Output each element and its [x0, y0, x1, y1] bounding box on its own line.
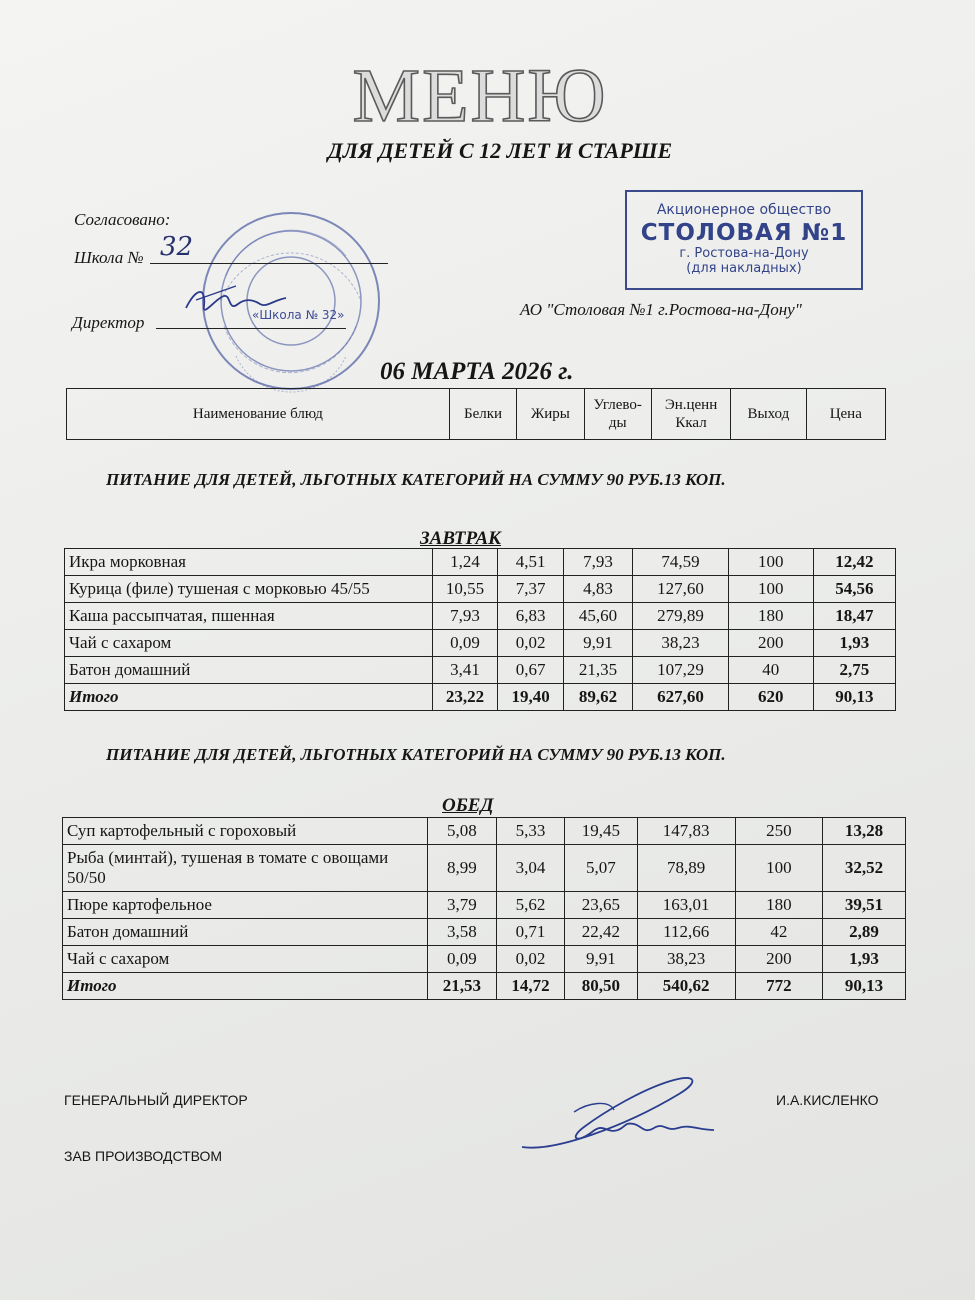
- dish-name-cell: Икра морковная: [65, 549, 433, 576]
- school-underline: [150, 263, 388, 264]
- value-cell: 0,67: [498, 657, 564, 684]
- general-director-signature: [514, 1072, 724, 1162]
- company-name: АО "Столовая №1 г.Ростова-на-Дону": [520, 300, 802, 319]
- value-cell: 18,47: [813, 603, 895, 630]
- value-cell: 8,99: [428, 845, 497, 892]
- lunch-table: [62, 817, 906, 1000]
- value-cell: 1,24: [432, 549, 498, 576]
- value-cell: 9,91: [563, 630, 632, 657]
- value-cell: 5,08: [428, 818, 497, 845]
- value-cell: 3,79: [428, 892, 497, 919]
- value-cell: 9,91: [565, 946, 637, 973]
- value-cell: 13,28: [822, 818, 905, 845]
- col-price: Цена: [806, 389, 885, 440]
- value-cell: 10,55: [432, 576, 498, 603]
- stamp-line-1: Акционерное общество: [656, 202, 832, 218]
- total-label: Итого: [63, 973, 428, 1000]
- value-cell: 14,72: [496, 973, 565, 1000]
- director-name: И.А.КИСЛЕНКО: [776, 1092, 879, 1108]
- dish-name-cell: Пюре картофельное: [63, 892, 428, 919]
- value-cell: 127,60: [633, 576, 729, 603]
- value-cell: 38,23: [637, 946, 735, 973]
- value-cell: 7,93: [563, 549, 632, 576]
- value-cell: 54,56: [813, 576, 895, 603]
- value-cell: 23,22: [432, 684, 498, 711]
- table-row: [63, 845, 906, 892]
- table-row: [65, 576, 896, 603]
- col-carbs: Углево-ды: [584, 389, 651, 440]
- value-cell: 78,89: [637, 845, 735, 892]
- value-cell: 1,93: [813, 630, 895, 657]
- table-row: [63, 818, 906, 845]
- value-cell: 4,83: [563, 576, 632, 603]
- value-cell: 250: [735, 818, 822, 845]
- table-row: [63, 892, 906, 919]
- school-number-handwritten: 32: [160, 232, 194, 262]
- stamp-line-3: г. Ростова-на-Дону: [679, 246, 809, 261]
- column-header-table: [66, 388, 886, 440]
- value-cell: 21,53: [428, 973, 497, 1000]
- value-cell: 2,89: [822, 919, 905, 946]
- value-cell: 200: [728, 630, 813, 657]
- value-cell: 540,62: [637, 973, 735, 1000]
- breakfast-table: [64, 548, 896, 711]
- value-cell: 6,83: [498, 603, 564, 630]
- value-cell: 100: [728, 549, 813, 576]
- value-cell: 200: [735, 946, 822, 973]
- menu-date: 06 МАРТА 2026 г.: [380, 358, 574, 385]
- value-cell: 39,51: [822, 892, 905, 919]
- value-cell: 74,59: [633, 549, 729, 576]
- value-cell: 42: [735, 919, 822, 946]
- table-row: [65, 603, 896, 630]
- value-cell: 1,93: [822, 946, 905, 973]
- lunch-section-title: ПИТАНИЕ ДЛЯ ДЕТЕЙ, ЛЬГОТНЫХ КАТЕГОРИЙ НА СУММУ 90 РУБ.13 КОП.: [106, 745, 726, 764]
- director-signature: [176, 278, 296, 328]
- table-row: [65, 657, 896, 684]
- col-dish-name: Наименование блюд: [67, 389, 450, 440]
- value-cell: 107,29: [633, 657, 729, 684]
- dish-name-cell: Рыба (минтай), тушеная в томате с овощами 50/50: [63, 845, 428, 892]
- value-cell: 4,51: [498, 549, 564, 576]
- value-cell: 627,60: [633, 684, 729, 711]
- school-label: Школа №: [74, 248, 144, 267]
- dish-name-cell: Чай с сахаром: [63, 946, 428, 973]
- value-cell: 22,42: [565, 919, 637, 946]
- table-row: [65, 630, 896, 657]
- dish-name-cell: Каша рассыпчатая, пшенная: [65, 603, 433, 630]
- value-cell: 19,40: [498, 684, 564, 711]
- breakfast-title: ЗАВТРАК: [420, 528, 502, 549]
- value-cell: 19,45: [565, 818, 637, 845]
- value-cell: 279,89: [633, 603, 729, 630]
- value-cell: 3,04: [496, 845, 565, 892]
- company-stamp: [625, 190, 863, 290]
- value-cell: 112,66: [637, 919, 735, 946]
- lunch-title: ОБЕД: [442, 795, 494, 816]
- value-cell: 0,71: [496, 919, 565, 946]
- value-cell: 21,35: [563, 657, 632, 684]
- total-row: [65, 684, 896, 711]
- general-director-label: ГЕНЕРАЛЬНЫЙ ДИРЕКТОР: [64, 1092, 248, 1108]
- col-proteins: Белки: [449, 389, 516, 440]
- value-cell: 163,01: [637, 892, 735, 919]
- value-cell: 100: [728, 576, 813, 603]
- value-cell: 2,75: [813, 657, 895, 684]
- value-cell: 0,02: [496, 946, 565, 973]
- value-cell: 7,37: [498, 576, 564, 603]
- table-row: [65, 549, 896, 576]
- dish-name-cell: Батон домашний: [65, 657, 433, 684]
- value-cell: 80,50: [565, 973, 637, 1000]
- value-cell: 89,62: [563, 684, 632, 711]
- production-head-label: ЗАВ ПРОИЗВОДСТВОМ: [64, 1148, 223, 1164]
- breakfast-section-title: ПИТАНИЕ ДЛЯ ДЕТЕЙ, ЛЬГОТНЫХ КАТЕГОРИЙ НА СУММУ 90 РУБ.13 КОП.: [106, 470, 726, 489]
- value-cell: 180: [735, 892, 822, 919]
- director-underline: [156, 328, 346, 329]
- dish-name-cell: Суп картофельный с гороховый: [63, 818, 428, 845]
- value-cell: 90,13: [813, 684, 895, 711]
- total-row: [63, 973, 906, 1000]
- dish-name-cell: Батон домашний: [63, 919, 428, 946]
- value-cell: 147,83: [637, 818, 735, 845]
- value-cell: 0,02: [498, 630, 564, 657]
- value-cell: 45,60: [563, 603, 632, 630]
- stamp-line-4: (для накладных): [686, 261, 802, 276]
- value-cell: 5,33: [496, 818, 565, 845]
- stamp-line-2: СТОЛОВАЯ №1: [640, 220, 848, 246]
- value-cell: 0,09: [428, 946, 497, 973]
- value-cell: 7,93: [432, 603, 498, 630]
- value-cell: 772: [735, 973, 822, 1000]
- total-label: Итого: [65, 684, 433, 711]
- value-cell: 5,62: [496, 892, 565, 919]
- col-fats: Жиры: [517, 389, 584, 440]
- page-title: МЕНЮ: [352, 54, 608, 138]
- dish-name-cell: Курица (филе) тушеная с морковью 45/55: [65, 576, 433, 603]
- value-cell: 620: [728, 684, 813, 711]
- value-cell: 40: [728, 657, 813, 684]
- table-row: [63, 946, 906, 973]
- dish-name-cell: Чай с сахаром: [65, 630, 433, 657]
- value-cell: 5,07: [565, 845, 637, 892]
- page-subtitle: ДЛЯ ДЕТЕЙ С 12 ЛЕТ И СТАРШЕ: [327, 138, 673, 163]
- table-row: [63, 919, 906, 946]
- col-calories: Эн.ценн Ккал: [651, 389, 730, 440]
- value-cell: 12,42: [813, 549, 895, 576]
- value-cell: 3,41: [432, 657, 498, 684]
- value-cell: 38,23: [633, 630, 729, 657]
- value-cell: 90,13: [822, 973, 905, 1000]
- col-yield: Выход: [731, 389, 806, 440]
- value-cell: 3,58: [428, 919, 497, 946]
- value-cell: 180: [728, 603, 813, 630]
- agreed-label: Согласовано:: [74, 210, 171, 229]
- round-seal-text: «Школа № 32»: [252, 308, 345, 322]
- value-cell: 32,52: [822, 845, 905, 892]
- value-cell: 0,09: [432, 630, 498, 657]
- director-label: Директор: [72, 313, 145, 332]
- value-cell: 23,65: [565, 892, 637, 919]
- value-cell: 100: [735, 845, 822, 892]
